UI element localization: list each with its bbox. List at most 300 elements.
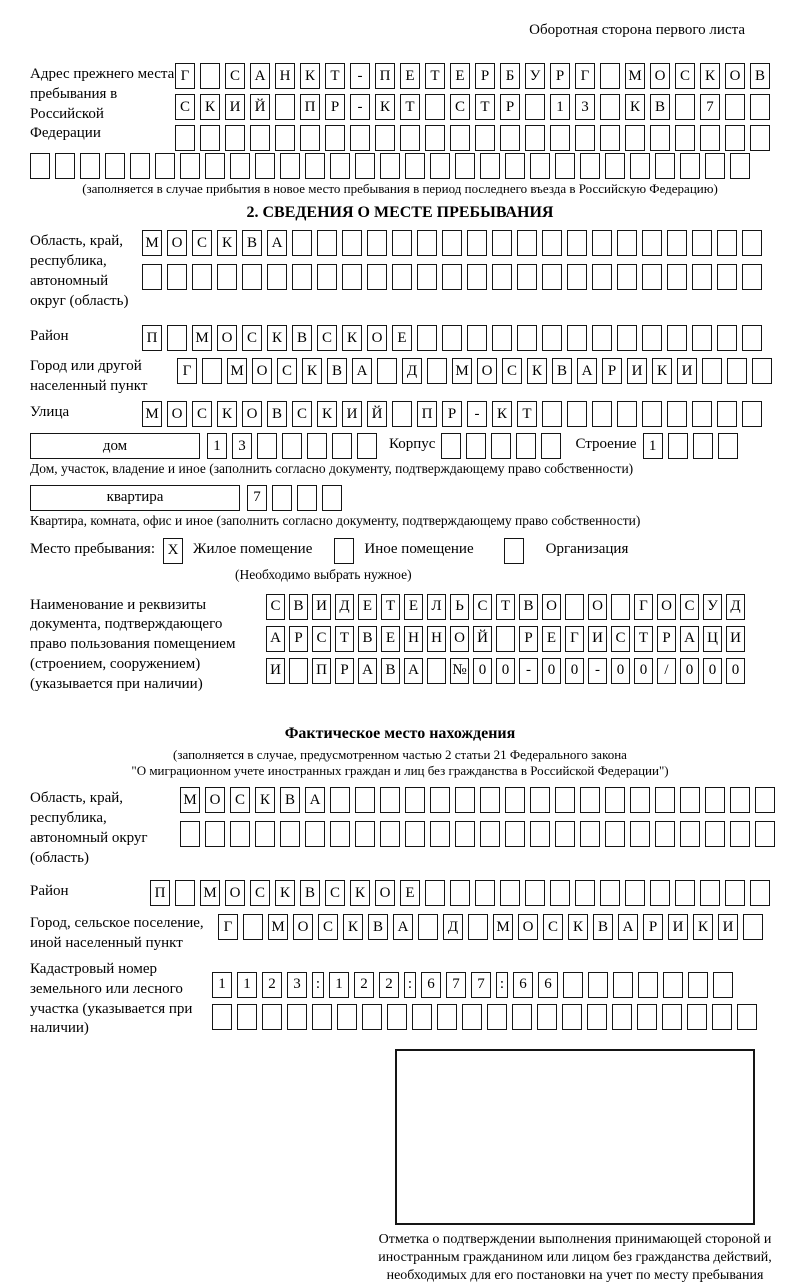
char-box[interactable]: Н xyxy=(427,626,446,652)
char-box[interactable] xyxy=(355,787,375,813)
char-box[interactable]: О xyxy=(252,358,272,384)
char-box[interactable] xyxy=(55,153,75,179)
char-box[interactable] xyxy=(750,125,770,151)
char-box[interactable] xyxy=(357,433,377,459)
char-box[interactable] xyxy=(541,433,561,459)
char-box[interactable] xyxy=(687,1004,707,1030)
char-box[interactable] xyxy=(202,358,222,384)
char-box[interactable]: - xyxy=(519,658,538,684)
char-box[interactable] xyxy=(730,821,750,847)
char-box[interactable] xyxy=(667,264,687,290)
char-box[interactable] xyxy=(675,125,695,151)
char-box[interactable] xyxy=(400,125,420,151)
char-box[interactable]: Е xyxy=(358,594,377,620)
char-box[interactable]: Т xyxy=(496,594,515,620)
char-box[interactable]: И xyxy=(342,401,362,427)
char-box[interactable] xyxy=(580,153,600,179)
char-box[interactable] xyxy=(250,125,270,151)
char-box[interactable]: О xyxy=(450,626,469,652)
char-box[interactable] xyxy=(491,433,511,459)
char-box[interactable] xyxy=(305,153,325,179)
char-box[interactable] xyxy=(525,125,545,151)
char-box[interactable] xyxy=(417,264,437,290)
char-box[interactable] xyxy=(750,880,770,906)
char-box[interactable]: И xyxy=(225,94,245,120)
char-box[interactable] xyxy=(611,594,630,620)
char-box[interactable]: О xyxy=(725,63,745,89)
char-box[interactable] xyxy=(230,821,250,847)
char-box[interactable] xyxy=(675,880,695,906)
char-box[interactable]: 1 xyxy=(643,433,663,459)
char-box[interactable] xyxy=(430,787,450,813)
char-box[interactable]: С xyxy=(312,626,331,652)
char-box[interactable]: П xyxy=(150,880,170,906)
char-box[interactable]: М xyxy=(493,914,513,940)
char-box[interactable] xyxy=(225,125,245,151)
char-box[interactable]: В xyxy=(300,880,320,906)
char-box[interactable] xyxy=(355,153,375,179)
char-box[interactable]: А xyxy=(577,358,597,384)
char-box[interactable] xyxy=(555,787,575,813)
char-box[interactable]: 6 xyxy=(513,972,533,998)
char-box[interactable]: 1 xyxy=(237,972,257,998)
char-box[interactable] xyxy=(517,264,537,290)
char-box[interactable] xyxy=(475,125,495,151)
char-box[interactable] xyxy=(717,401,737,427)
char-box[interactable] xyxy=(467,230,487,256)
char-box[interactable] xyxy=(480,787,500,813)
char-box[interactable]: К xyxy=(267,325,287,351)
char-box[interactable] xyxy=(330,787,350,813)
char-box[interactable] xyxy=(642,401,662,427)
char-box[interactable] xyxy=(655,787,675,813)
char-box[interactable]: 1 xyxy=(550,94,570,120)
char-box[interactable]: И xyxy=(726,626,745,652)
char-box[interactable] xyxy=(300,125,320,151)
char-box[interactable]: Й xyxy=(473,626,492,652)
char-box[interactable] xyxy=(617,325,637,351)
char-box[interactable] xyxy=(505,821,525,847)
char-box[interactable] xyxy=(730,153,750,179)
char-box[interactable] xyxy=(322,485,342,511)
char-box[interactable]: Б xyxy=(500,63,520,89)
char-box[interactable] xyxy=(567,264,587,290)
char-box[interactable] xyxy=(725,125,745,151)
char-box[interactable] xyxy=(380,153,400,179)
char-box[interactable] xyxy=(742,325,762,351)
char-box[interactable]: Е xyxy=(542,626,561,652)
char-box[interactable] xyxy=(675,94,695,120)
char-box[interactable]: 7 xyxy=(247,485,267,511)
char-box[interactable]: В xyxy=(750,63,770,89)
char-box[interactable]: Е xyxy=(404,594,423,620)
char-box[interactable] xyxy=(630,787,650,813)
char-box[interactable] xyxy=(705,821,725,847)
char-box[interactable]: О xyxy=(293,914,313,940)
char-box[interactable] xyxy=(752,358,772,384)
char-box[interactable]: Г xyxy=(565,626,584,652)
char-box[interactable] xyxy=(655,153,675,179)
char-box[interactable] xyxy=(257,433,277,459)
char-box[interactable]: Ц xyxy=(703,626,722,652)
char-box[interactable] xyxy=(517,325,537,351)
char-box[interactable]: В xyxy=(358,626,377,652)
char-box[interactable] xyxy=(337,1004,357,1030)
char-box[interactable] xyxy=(342,230,362,256)
char-box[interactable]: О xyxy=(367,325,387,351)
char-box[interactable] xyxy=(592,230,612,256)
char-box[interactable]: Д xyxy=(726,594,745,620)
char-box[interactable] xyxy=(430,153,450,179)
char-box[interactable]: В xyxy=(289,594,308,620)
char-box[interactable] xyxy=(718,433,738,459)
char-box[interactable] xyxy=(505,787,525,813)
char-box[interactable]: П xyxy=(375,63,395,89)
char-box[interactable] xyxy=(642,230,662,256)
char-box[interactable] xyxy=(617,264,637,290)
char-box[interactable] xyxy=(255,821,275,847)
char-box[interactable] xyxy=(212,1004,232,1030)
char-box[interactable]: О xyxy=(657,594,676,620)
char-box[interactable]: Р xyxy=(550,63,570,89)
char-box[interactable] xyxy=(430,821,450,847)
char-box[interactable] xyxy=(742,230,762,256)
char-box[interactable] xyxy=(305,821,325,847)
char-box[interactable]: М xyxy=(180,787,200,813)
char-box[interactable]: К xyxy=(300,63,320,89)
char-box[interactable] xyxy=(630,153,650,179)
char-box[interactable]: И xyxy=(677,358,697,384)
char-box[interactable]: 0 xyxy=(542,658,561,684)
char-box[interactable] xyxy=(737,1004,757,1030)
char-box[interactable] xyxy=(755,821,775,847)
char-box[interactable]: К xyxy=(375,94,395,120)
char-box[interactable]: С xyxy=(543,914,563,940)
char-box[interactable] xyxy=(638,972,658,998)
char-box[interactable]: И xyxy=(668,914,688,940)
checkbox-other-premises[interactable] xyxy=(334,538,354,564)
char-box[interactable] xyxy=(542,230,562,256)
char-box[interactable] xyxy=(537,1004,557,1030)
char-box[interactable] xyxy=(230,153,250,179)
char-box[interactable] xyxy=(425,125,445,151)
char-box[interactable] xyxy=(192,264,212,290)
char-box[interactable] xyxy=(442,325,462,351)
char-box[interactable] xyxy=(587,1004,607,1030)
char-box[interactable] xyxy=(287,1004,307,1030)
char-box[interactable] xyxy=(355,821,375,847)
char-box[interactable]: М xyxy=(452,358,472,384)
char-box[interactable] xyxy=(455,821,475,847)
char-box[interactable] xyxy=(280,821,300,847)
char-box[interactable] xyxy=(713,972,733,998)
char-box[interactable] xyxy=(442,264,462,290)
char-box[interactable] xyxy=(487,1004,507,1030)
char-box[interactable] xyxy=(612,1004,632,1030)
char-box[interactable]: Т xyxy=(634,626,653,652)
char-box[interactable] xyxy=(550,125,570,151)
char-box[interactable]: 6 xyxy=(421,972,441,998)
char-box[interactable]: Й xyxy=(250,94,270,120)
char-box[interactable]: / xyxy=(657,658,676,684)
char-box[interactable] xyxy=(462,1004,482,1030)
char-box[interactable] xyxy=(289,658,308,684)
char-box[interactable] xyxy=(425,880,445,906)
char-box[interactable]: О xyxy=(167,230,187,256)
char-box[interactable] xyxy=(667,401,687,427)
char-box[interactable] xyxy=(255,153,275,179)
char-box[interactable] xyxy=(700,880,720,906)
char-box[interactable] xyxy=(580,821,600,847)
char-box[interactable] xyxy=(705,153,725,179)
char-box[interactable]: 6 xyxy=(538,972,558,998)
char-box[interactable]: К xyxy=(317,401,337,427)
char-box[interactable]: У xyxy=(525,63,545,89)
char-box[interactable]: 0 xyxy=(565,658,584,684)
char-box[interactable] xyxy=(243,914,263,940)
char-box[interactable]: Д xyxy=(402,358,422,384)
char-box[interactable] xyxy=(725,94,745,120)
char-box[interactable] xyxy=(380,821,400,847)
char-box[interactable] xyxy=(592,264,612,290)
char-box[interactable] xyxy=(542,264,562,290)
char-box[interactable] xyxy=(755,787,775,813)
char-box[interactable] xyxy=(350,125,370,151)
char-box[interactable]: 0 xyxy=(496,658,515,684)
char-box[interactable] xyxy=(730,787,750,813)
char-box[interactable] xyxy=(705,787,725,813)
char-box[interactable] xyxy=(530,821,550,847)
char-box[interactable] xyxy=(405,153,425,179)
char-box[interactable]: 3 xyxy=(287,972,307,998)
char-box[interactable] xyxy=(542,325,562,351)
char-box[interactable]: 0 xyxy=(611,658,630,684)
char-box[interactable]: Е xyxy=(400,880,420,906)
char-box[interactable]: К xyxy=(255,787,275,813)
char-box[interactable] xyxy=(417,325,437,351)
char-box[interactable] xyxy=(605,787,625,813)
char-box[interactable]: С xyxy=(675,63,695,89)
char-box[interactable] xyxy=(200,63,220,89)
char-box[interactable]: А xyxy=(250,63,270,89)
char-box[interactable]: Т xyxy=(335,626,354,652)
char-box[interactable]: О xyxy=(242,401,262,427)
char-box[interactable] xyxy=(375,125,395,151)
char-box[interactable]: Р xyxy=(289,626,308,652)
char-box[interactable]: О xyxy=(518,914,538,940)
char-box[interactable] xyxy=(80,153,100,179)
char-box[interactable] xyxy=(275,125,295,151)
char-box[interactable] xyxy=(342,264,362,290)
char-box[interactable]: К xyxy=(217,401,237,427)
char-box[interactable] xyxy=(466,433,486,459)
char-box[interactable] xyxy=(605,153,625,179)
char-box[interactable]: С xyxy=(317,325,337,351)
char-box[interactable]: В xyxy=(519,594,538,620)
char-box[interactable] xyxy=(605,821,625,847)
char-box[interactable]: 2 xyxy=(354,972,374,998)
char-box[interactable] xyxy=(155,153,175,179)
char-box[interactable]: Е xyxy=(381,626,400,652)
char-box[interactable]: Т xyxy=(400,94,420,120)
char-box[interactable] xyxy=(205,153,225,179)
char-box[interactable]: С xyxy=(450,94,470,120)
char-box[interactable]: 1 xyxy=(207,433,227,459)
char-box[interactable] xyxy=(625,880,645,906)
char-box[interactable] xyxy=(267,264,287,290)
char-box[interactable] xyxy=(575,880,595,906)
char-box[interactable]: - xyxy=(467,401,487,427)
char-box[interactable] xyxy=(542,401,562,427)
char-box[interactable] xyxy=(275,94,295,120)
char-box[interactable]: Т xyxy=(475,94,495,120)
char-box[interactable]: Й xyxy=(367,401,387,427)
char-box[interactable]: 7 xyxy=(700,94,720,120)
char-box[interactable]: К xyxy=(693,914,713,940)
char-box[interactable] xyxy=(650,125,670,151)
char-box[interactable]: К xyxy=(568,914,588,940)
char-box[interactable] xyxy=(405,821,425,847)
char-box[interactable] xyxy=(30,153,50,179)
char-box[interactable] xyxy=(377,358,397,384)
char-box[interactable] xyxy=(332,433,352,459)
char-box[interactable]: С xyxy=(192,401,212,427)
char-box[interactable] xyxy=(717,325,737,351)
char-box[interactable] xyxy=(392,264,412,290)
char-box[interactable] xyxy=(367,230,387,256)
char-box[interactable]: И xyxy=(266,658,285,684)
char-box[interactable] xyxy=(307,433,327,459)
char-box[interactable]: М xyxy=(227,358,247,384)
char-box[interactable] xyxy=(325,125,345,151)
char-box[interactable]: Г xyxy=(177,358,197,384)
char-box[interactable] xyxy=(530,153,550,179)
char-box[interactable] xyxy=(630,821,650,847)
char-box[interactable] xyxy=(700,125,720,151)
char-box[interactable] xyxy=(637,1004,657,1030)
char-box[interactable] xyxy=(455,787,475,813)
char-box[interactable] xyxy=(680,821,700,847)
char-box[interactable]: Н xyxy=(404,626,423,652)
char-box[interactable]: П xyxy=(300,94,320,120)
char-box[interactable] xyxy=(567,230,587,256)
char-box[interactable] xyxy=(496,626,515,652)
char-box[interactable]: - xyxy=(350,94,370,120)
char-box[interactable] xyxy=(525,880,545,906)
char-box[interactable] xyxy=(412,1004,432,1030)
char-box[interactable]: К xyxy=(302,358,322,384)
char-box[interactable]: Е xyxy=(450,63,470,89)
char-box[interactable] xyxy=(702,358,722,384)
char-box[interactable]: К xyxy=(700,63,720,89)
char-box[interactable]: С xyxy=(175,94,195,120)
char-box[interactable]: 3 xyxy=(232,433,252,459)
char-box[interactable]: В xyxy=(552,358,572,384)
char-box[interactable] xyxy=(750,94,770,120)
char-box[interactable] xyxy=(613,972,633,998)
checkbox-residential[interactable]: X xyxy=(163,538,183,564)
char-box[interactable] xyxy=(692,325,712,351)
char-box[interactable]: И xyxy=(588,626,607,652)
char-box[interactable]: А xyxy=(352,358,372,384)
char-box[interactable] xyxy=(567,401,587,427)
char-box[interactable] xyxy=(450,125,470,151)
char-box[interactable] xyxy=(330,821,350,847)
char-box[interactable] xyxy=(717,264,737,290)
char-box[interactable] xyxy=(175,125,195,151)
char-box[interactable] xyxy=(475,880,495,906)
char-box[interactable] xyxy=(427,658,446,684)
char-box[interactable]: 0 xyxy=(703,658,722,684)
char-box[interactable]: А xyxy=(358,658,377,684)
char-box[interactable] xyxy=(642,325,662,351)
char-box[interactable]: П xyxy=(417,401,437,427)
char-box[interactable] xyxy=(441,433,461,459)
char-box[interactable] xyxy=(692,230,712,256)
char-box[interactable]: В xyxy=(280,787,300,813)
char-box[interactable] xyxy=(180,153,200,179)
char-box[interactable] xyxy=(330,153,350,179)
char-box[interactable]: С xyxy=(242,325,262,351)
char-box[interactable]: Г xyxy=(218,914,238,940)
char-box[interactable]: И xyxy=(312,594,331,620)
char-box[interactable]: К xyxy=(275,880,295,906)
char-box[interactable]: Т xyxy=(381,594,400,620)
char-box[interactable]: В xyxy=(593,914,613,940)
char-box[interactable] xyxy=(480,821,500,847)
char-box[interactable]: О xyxy=(650,63,670,89)
char-box[interactable]: - xyxy=(350,63,370,89)
char-box[interactable]: О xyxy=(375,880,395,906)
char-box[interactable] xyxy=(362,1004,382,1030)
char-box[interactable] xyxy=(280,153,300,179)
char-box[interactable]: М xyxy=(142,230,162,256)
char-box[interactable]: : xyxy=(496,972,508,998)
char-box[interactable] xyxy=(655,821,675,847)
char-box[interactable]: К xyxy=(625,94,645,120)
char-box[interactable] xyxy=(500,125,520,151)
char-box[interactable] xyxy=(387,1004,407,1030)
char-box[interactable] xyxy=(180,821,200,847)
char-box[interactable] xyxy=(516,433,536,459)
char-box[interactable] xyxy=(712,1004,732,1030)
char-box[interactable] xyxy=(717,230,737,256)
char-box[interactable]: Р xyxy=(500,94,520,120)
char-box[interactable]: О xyxy=(167,401,187,427)
char-box[interactable]: Р xyxy=(602,358,622,384)
char-box[interactable]: Р xyxy=(335,658,354,684)
char-box[interactable]: Р xyxy=(643,914,663,940)
char-box[interactable] xyxy=(680,787,700,813)
char-box[interactable] xyxy=(262,1004,282,1030)
char-box[interactable] xyxy=(592,401,612,427)
char-box[interactable]: 2 xyxy=(262,972,282,998)
char-box[interactable] xyxy=(650,880,670,906)
char-box[interactable]: К xyxy=(342,325,362,351)
char-box[interactable]: А xyxy=(404,658,423,684)
char-box[interactable] xyxy=(688,972,708,998)
char-box[interactable]: А xyxy=(618,914,638,940)
char-box[interactable]: С xyxy=(292,401,312,427)
char-box[interactable]: Л xyxy=(427,594,446,620)
char-box[interactable] xyxy=(425,94,445,120)
char-box[interactable] xyxy=(317,230,337,256)
char-box[interactable] xyxy=(392,230,412,256)
char-box[interactable]: Е xyxy=(400,63,420,89)
char-box[interactable] xyxy=(667,230,687,256)
char-box[interactable] xyxy=(130,153,150,179)
char-box[interactable]: 7 xyxy=(446,972,466,998)
